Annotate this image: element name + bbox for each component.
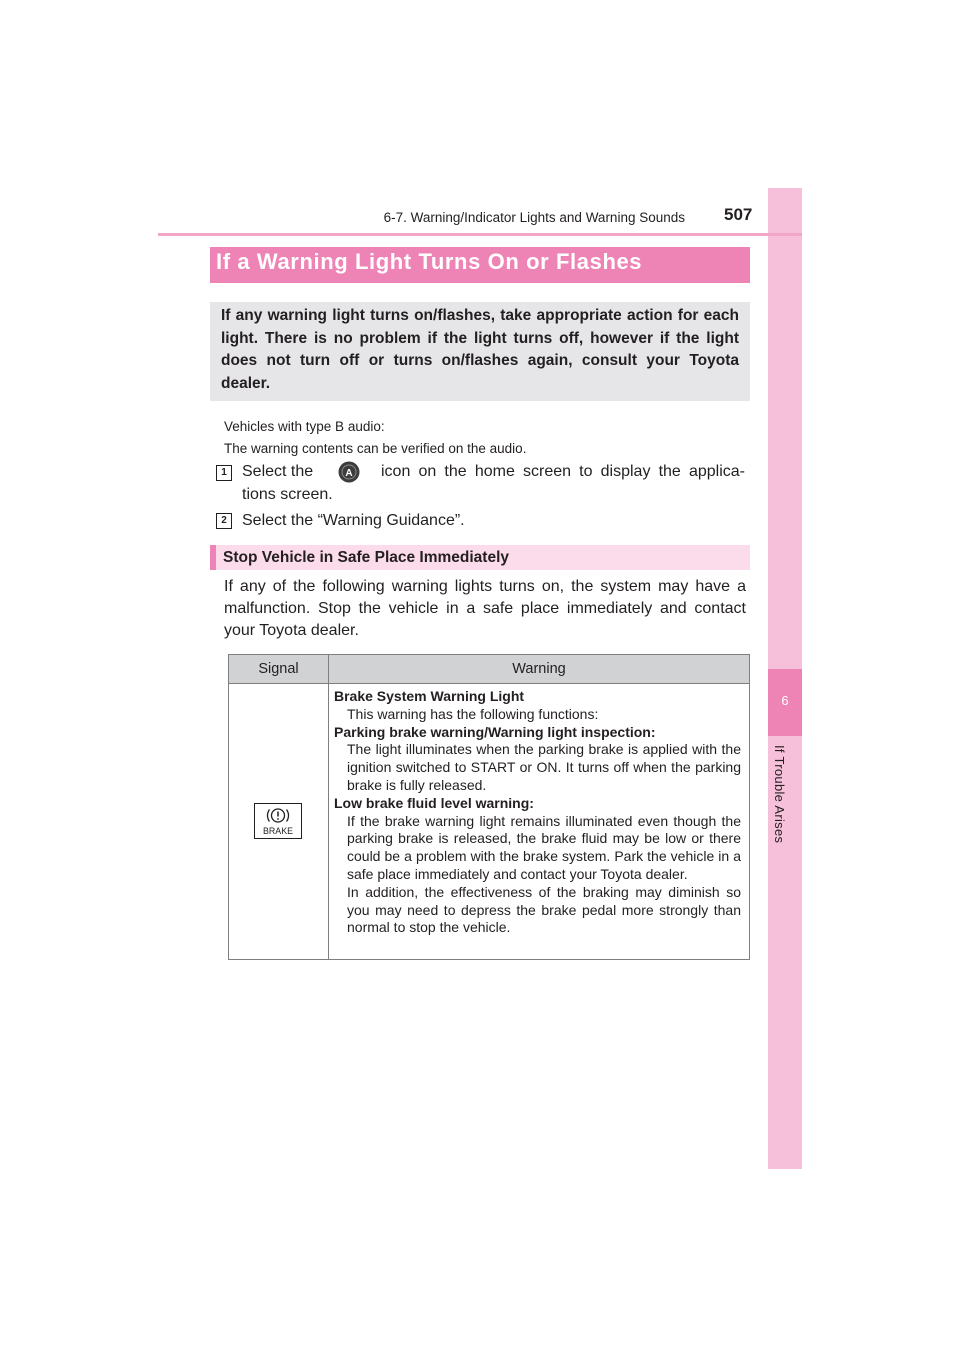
warning-intro: This warning has the following functions: — [347, 705, 599, 722]
apps-icon — [338, 461, 360, 483]
warning-title: Brake System Warning Light — [334, 688, 525, 704]
chapter-number: 6 — [781, 693, 789, 708]
step-number-2: 2 — [216, 513, 232, 529]
subsection-accent — [210, 545, 216, 570]
page-number: 507 — [724, 205, 753, 224]
item-heading-parking: Parking brake warning/Warning light inspection: — [334, 723, 656, 740]
item-heading-fluid: Low brake fluid level warning: — [334, 794, 534, 811]
table-header-signal: Signal — [258, 661, 299, 677]
svg-text:A: A — [345, 468, 353, 479]
warning-extra: In addition, the effectiveness of the braking may diminish so you may need to depress the brake pedal more strongly than normal to stop the vehicle. — [347, 883, 741, 936]
step-1-text-start: Select the — [242, 463, 314, 480]
warning-cell — [334, 688, 741, 937]
brake-icon-label: BRAKE — [263, 826, 293, 836]
chapter-title: If Trouble Arises — [772, 745, 787, 844]
audio-note-line2: The warning contents can be verified on the audio. — [224, 441, 527, 456]
header-rule — [158, 233, 802, 236]
brake-warning-icon — [254, 803, 302, 839]
intro-text: If any warning light turns on/flashes, take appropriate action for each light. There is no problem if the light turns off, however if the light does not turn off or turns on/flashes again, consult your Toyota dealer. — [221, 307, 739, 393]
item-text-parking: The light illuminates when the parking brake is applied with the ignition switched to START or ON. It turns off when the parking brake is fully released. — [347, 741, 741, 793]
item-text-fluid: If the brake warning light remains illuminated even though the parking brake is released, the brake fluid may be low or there could be a problem with the brake system. Park the vehicle in a safe place immediately and contact your Toyota dealer. — [347, 812, 741, 882]
step-1-text-middle: icon on the home screen to display the applica- — [381, 463, 745, 480]
table-header-warning: Warning — [512, 661, 566, 677]
subsection-paragraph: If any of the following warning lights turns on, the system may have a malfunction. Stop the vehicle in a safe place immediately and contact your Toyota dealer. — [224, 578, 746, 639]
section-label: 6-7. Warning/Indicator Lights and Warning Sounds — [383, 210, 685, 225]
table-column-divider — [328, 655, 329, 959]
subsection-title: Stop Vehicle in Safe Place Immediately — [223, 549, 510, 566]
step-2-text: Select the “Warning Guidance”. — [242, 512, 465, 529]
audio-note-line1: Vehicles with type B audio: — [224, 419, 385, 434]
page-title: If a Warning Light Turns On or Flashes — [216, 249, 643, 274]
step-1-text-end: tions screen. — [242, 486, 333, 503]
step-number-1: 1 — [216, 465, 232, 481]
